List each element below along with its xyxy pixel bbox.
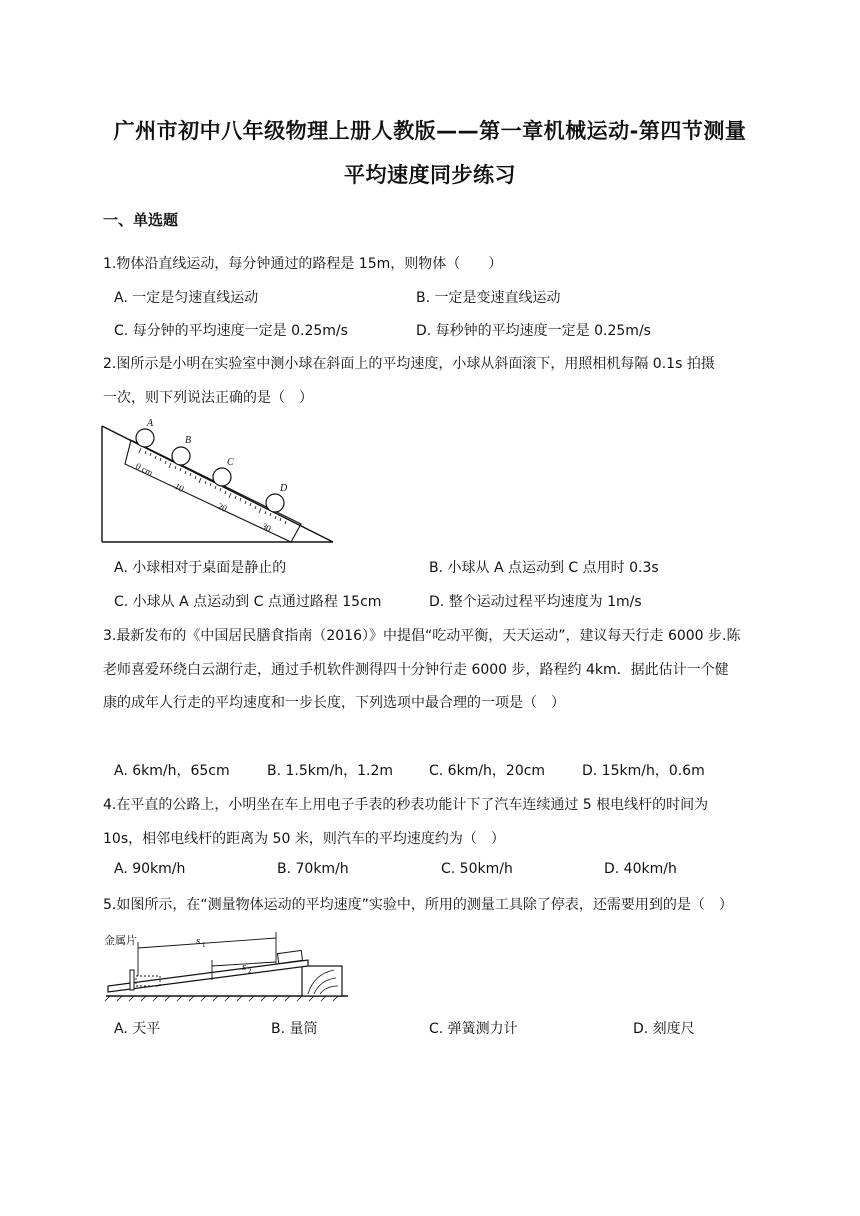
question-5-option-c: C. 弹簧测力计 [429,1021,518,1037]
ball-d [266,494,284,512]
question-3-option-c: C. 6km/h，20cm [429,763,546,779]
section-heading: 一、单选题 [103,211,179,229]
question-2-option-a: A. 小球相对于桌面是静止的 [114,560,287,576]
ball-label-a: A [147,418,154,429]
question-5-option-d: D. 刻度尺 [633,1021,695,1037]
question-3-stem-line-2: 老师喜爱环绕白云湖行走，通过手机软件测得四十分钟行走 6000 步，路程约 4km．据此估计一个健 [103,662,729,678]
document-title-line-1: 广州市初中八年级物理上册人教版——第一章机械运动-第四节测量 [113,119,747,143]
s1-label: s [196,935,201,947]
question-2-option-d: D. 整个运动过程平均速度为 1m/s [429,594,642,610]
question-1-option-c: C. 每分钟的平均速度一定是 0.25m/s [114,323,348,339]
question-4-stem-line-2: 10s，相邻电线杆的距离为 50 米，则汽车的平均速度约为（ ） [103,831,505,847]
question-1-option-a: A. 一定是匀速直线运动 [114,290,259,306]
question-1-option-b: B. 一定是变速直线运动 [416,290,561,306]
s2-label: s [242,961,247,973]
question-4-option-b: B. 70km/h [277,861,349,877]
question-2-option-b: B. 小球从 A 点运动到 C 点用时 0.3s [429,560,659,576]
ball-b [172,447,190,465]
question-3-option-d: D. 15km/h，0.6m [582,763,705,779]
ruler-label-30: 30 [260,520,273,534]
ball-label-b: B [185,435,192,446]
question-5-option-a: A. 天平 [114,1021,161,1037]
ball-label-c: C [227,457,234,468]
document-title-line-2: 平均速度同步练习 [344,163,516,187]
question-4-stem-line-1: 4.在平直的公路上，小明坐在车上用电子手表的秒表功能计下了汽车连续通过 5 根电线杆的时间为 [103,797,709,813]
ruler-label-0: 0 cm [134,460,155,478]
question-1-stem: 1.物体沿直线运动，每分钟通过的路程是 15m，则物体（ ） [103,256,503,272]
question-3-option-b: B. 1.5km/h，1.2m [267,763,394,779]
ruler-label-10: 10 [173,480,186,494]
question-3-stem-line-1: 3.最新发布的《中国居民膳食指南（2016）》中提倡“吃动平衡，天天运动”，建议每天行走 6000 步.陈 [103,628,741,644]
question-5-stem: 5.如图所示，在“测量物体运动的平均速度”实验中，所用的测量工具除了停表，还需要用到的是（ ） [103,897,733,913]
question-4-option-a: A. 90km/h [114,861,186,877]
ball-label-d: D [280,483,288,494]
question-3-option-a: A. 6km/h，65cm [114,763,230,779]
question-4-option-c: C. 50km/h [441,861,513,877]
s2-subscript: 2 [248,967,252,975]
question-3-stem-line-3: 康的成年人行走的平均速度和一步长度，下列选项中最合理的一项是（ ） [103,695,565,711]
s1-subscript: 1 [202,941,206,949]
question-4-option-d: D. 40km/h [604,861,677,877]
incline-ball-figure [101,418,337,546]
question-1-option-d: D. 每秒钟的平均速度一定是 0.25m/s [416,323,651,339]
ruler-label-20: 20 [216,500,229,514]
question-2-stem-line-1: 2.图所示是小明在实验室中测小球在斜面上的平均速度，小球从斜面滚下，用照相机每隔 0.1s 拍摄 [103,356,715,372]
metal-plate-label: 金属片 [104,934,137,947]
ball-a [136,429,154,447]
question-2-stem-line-2: 一次，则下列说法正确的是（ ） [103,390,313,406]
incline-cart-figure [102,924,352,1004]
question-2-option-c: C. 小球从 A 点运动到 C 点通过路程 15cm [114,594,382,610]
ball-c [213,468,231,486]
question-5-option-b: B. 量筒 [271,1021,318,1037]
